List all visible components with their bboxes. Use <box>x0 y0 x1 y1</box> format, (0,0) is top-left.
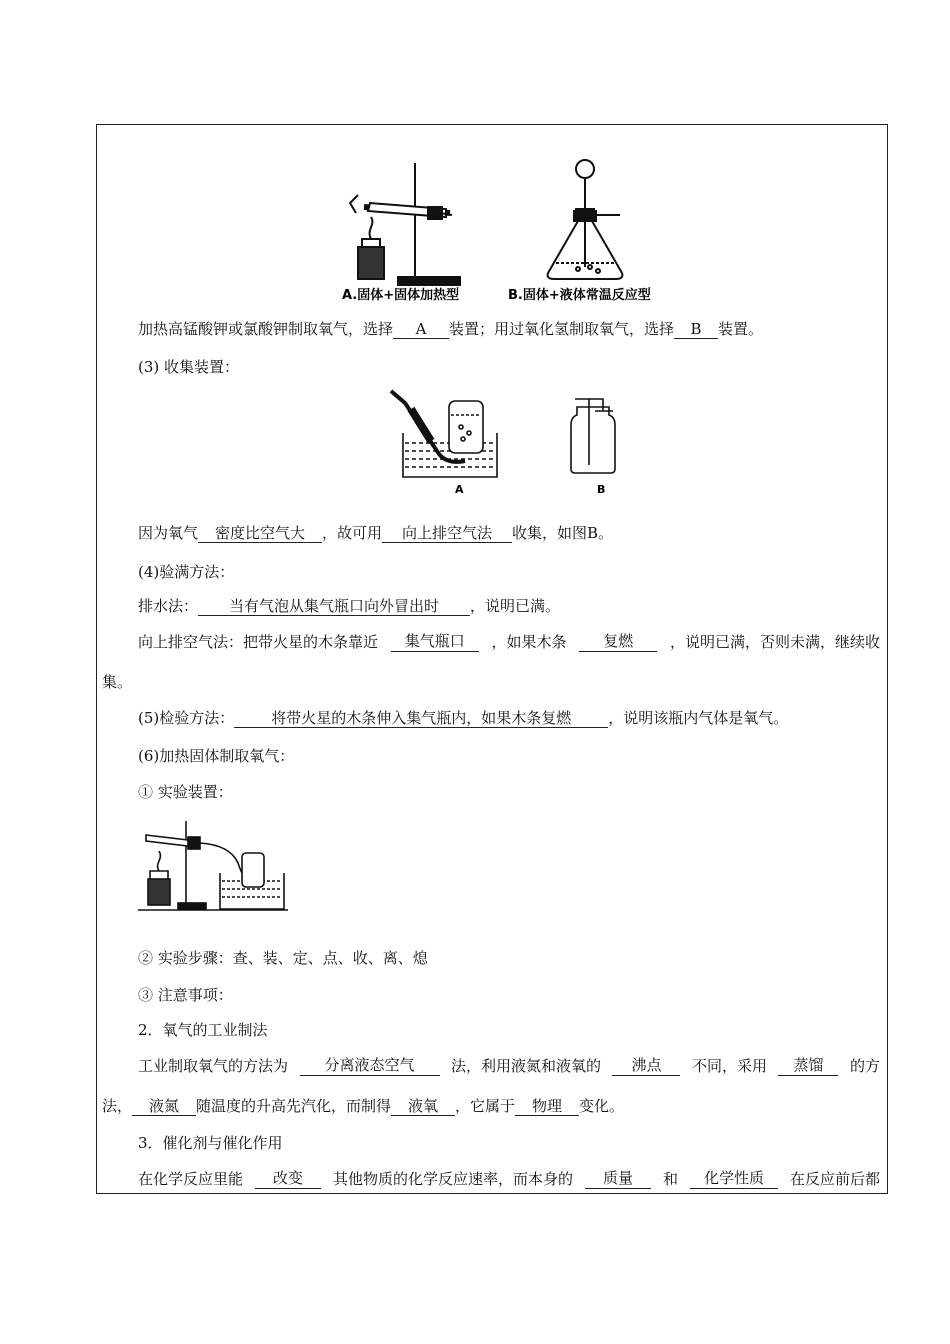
heading-full-check: (4)验满方法： <box>138 563 235 581</box>
paragraph-collection-reason: 因为氧气 密度比空气大 ，故可用 向上排空气法 收集，如图B。 <box>138 524 614 542</box>
apparatus-a-drawing <box>350 163 460 285</box>
heading-collection-apparatus: (3) 收集装置： <box>138 358 240 376</box>
paragraph-air-method-cont: 集。 <box>102 673 133 691</box>
label-collection-a: A <box>455 483 464 496</box>
answer-blank: B <box>674 320 718 339</box>
caption-b: B.固体+液体常温反应型 <box>508 288 651 303</box>
answer-blank: 质量 <box>585 1169 651 1189</box>
answer-blank: 密度比空气大 <box>198 524 322 543</box>
paragraph-water-method: 排水法： 当有气泡从集气瓶口向外冒出时 ，说明已满。 <box>138 597 561 615</box>
answer-blank: 分离液态空气 <box>300 1056 440 1076</box>
paragraph-catalyst: 在化学反应里能 改变 其他物质的化学反应速率，而本身的 质量 和 化学性质 在反应前后都 <box>138 1169 880 1188</box>
answer-blank: 集气瓶口 <box>391 632 479 652</box>
paragraph-industrial-cont: 法， 液氮 随温度的升高先汽化，而制得 液氧 ，它属于 物理 变化。 <box>102 1097 625 1115</box>
answer-blank: 改变 <box>255 1169 321 1189</box>
answer-blank: A <box>393 320 449 339</box>
answer-blank: 物理 <box>515 1097 579 1116</box>
generation-apparatus-figure <box>340 155 720 305</box>
heading-experiment-setup: ① 实验装置： <box>138 783 233 801</box>
paragraph-test-method: (5)检验方法： 将带火星的木条伸入集气瓶内，如果木条复燃 ，说明该瓶内气体是氧气。 <box>138 709 789 727</box>
answer-blank: 液氧 <box>391 1097 455 1116</box>
paragraph-industrial: 工业制取氧气的方法为 分离液态空气 法，利用液氮和液氧的 沸点 不同，采用 蒸馏 的方 <box>138 1056 880 1075</box>
answer-blank: 化学性质 <box>690 1169 778 1189</box>
heating-setup-drawing <box>138 821 288 910</box>
answer-blank: 复燃 <box>579 632 657 652</box>
heading-precautions: ③ 注意事项： <box>138 986 233 1004</box>
collection-a-drawing <box>391 391 497 477</box>
collection-apparatus-figure <box>385 385 625 500</box>
answer-blank: 蒸馏 <box>778 1056 838 1076</box>
heading-heating-solid: (6)加热固体制取氧气： <box>138 747 295 765</box>
collection-b-drawing <box>571 399 615 473</box>
heading-industrial: 2．氧气的工业制法 <box>138 1021 268 1039</box>
paragraph-generation-choice: 加热高锰酸钾或氯酸钾制取氧气，选择 A 装置；用过氧化氢制取氧气，选择 B 装置。 <box>138 320 764 338</box>
answer-blank: 沸点 <box>612 1056 680 1076</box>
heating-setup-figure <box>138 815 293 915</box>
answer-blank: 将带火星的木条伸入集气瓶内，如果木条复燃 <box>234 709 608 728</box>
answer-blank: 当有气泡从集气瓶口向外冒出时 <box>198 597 470 616</box>
paragraph-air-method: 向上排空气法：把带火星的木条靠近 集气瓶口 ，如果木条 复燃 ，说明已满，否则未满，继续收 <box>138 632 880 651</box>
apparatus-b-drawing <box>548 160 623 279</box>
heading-catalyst: 3．催化剂与催化作用 <box>138 1134 283 1152</box>
answer-blank: 向上排空气法 <box>382 524 512 543</box>
answer-blank: 液氮 <box>132 1097 196 1116</box>
label-collection-b: B <box>597 483 606 496</box>
paragraph-steps: ② 实验步骤：查、装、定、点、收、离、熄 <box>138 949 428 967</box>
caption-a: A.固体+固体加热型 <box>342 288 460 303</box>
